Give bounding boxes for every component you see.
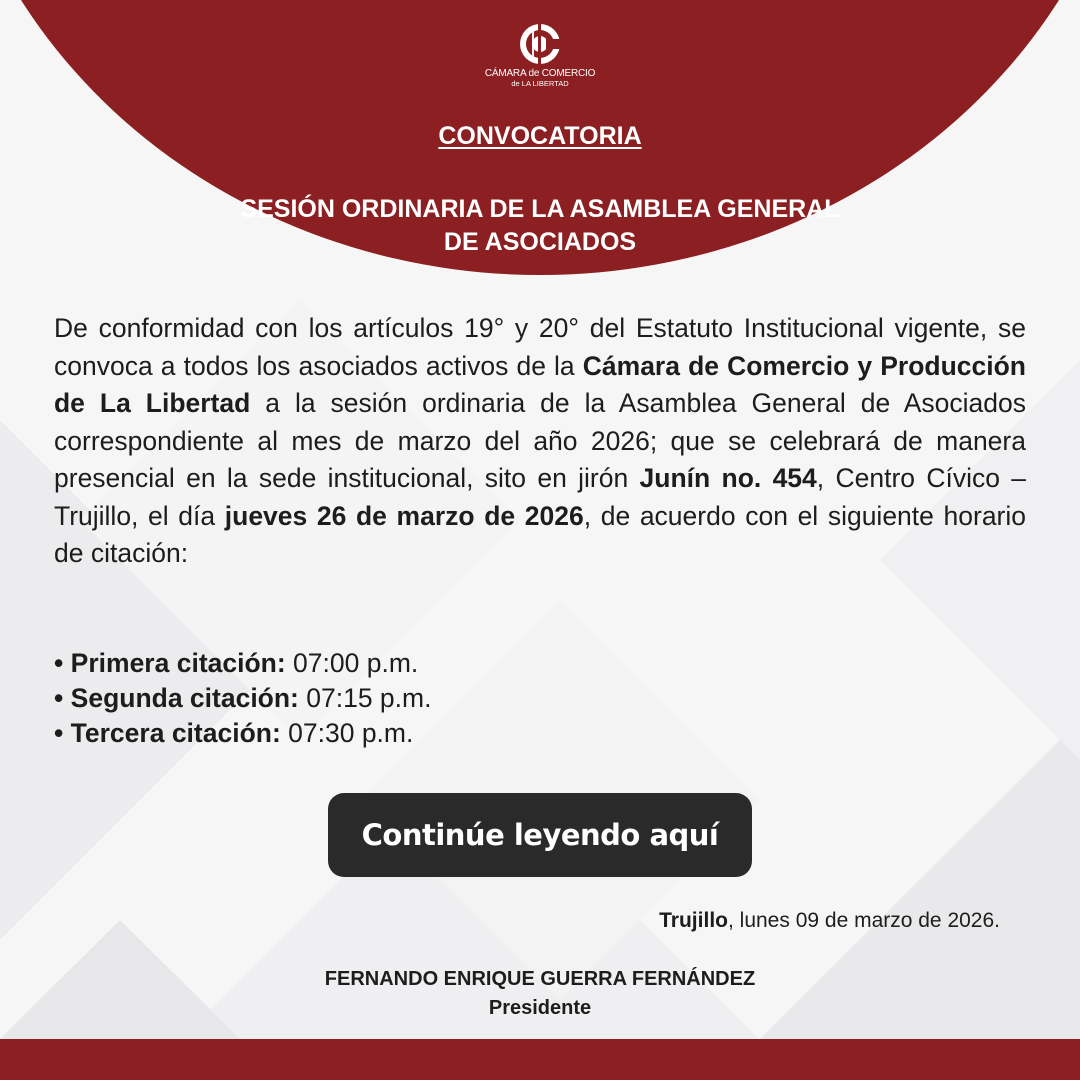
body-paragraph (54, 310, 1026, 573)
signatory-role: Presidente (488, 997, 592, 1019)
continue-reading-button[interactable]: Continúe leyendo aquí (328, 793, 752, 877)
document-title (100, 193, 980, 259)
schedule-label: Tercera citación: (70, 718, 281, 748)
document-title-line1: SESIÓN ORDINARIA DE LA ASAMBLEA GENERAL (240, 195, 840, 223)
schedule-time: 07:00 p.m. (285, 648, 419, 678)
chamber-logo-icon (518, 22, 562, 66)
brand-name-line1: CÁMARA de COMERCIO (484, 68, 596, 79)
bullet: • (54, 648, 64, 678)
brand-name-line2: de LA LIBERTAD (511, 79, 569, 88)
body-text-2: a la sesión ordinaria de la Asamblea General de Asociados correspondiente al mes de marzo del año 2026; que se celebrará de manera presencial en la sede institucional, sito en jirón (54, 388, 1026, 493)
signatory-name: FERNANDO ENRIQUE GUERRA FERNÁNDEZ (324, 968, 756, 990)
schedule-item (54, 646, 431, 681)
venue-address: Junín no. 454 (639, 463, 817, 493)
schedule-label: Primera citación: (70, 648, 286, 678)
bullet: • (54, 718, 64, 748)
schedule-list (54, 646, 431, 751)
session-date: jueves 26 de marzo de 2026 (224, 500, 584, 531)
organization-name: Cámara de Comercio y Producción de La Libertad (54, 350, 1026, 418)
brand-logo (470, 22, 610, 92)
schedule-item (54, 716, 431, 751)
document-title-line2: DE ASOCIADOS (443, 228, 637, 256)
city: Trujillo (659, 909, 728, 932)
body-text-3: , Centro Cívico – Trujillo, el día (54, 463, 1027, 531)
bullet: • (54, 683, 64, 713)
schedule-time: 07:15 p.m. (298, 683, 432, 713)
schedule-time: 07:30 p.m. (280, 718, 414, 748)
schedule-item (54, 681, 431, 716)
header (0, 0, 1080, 275)
schedule-label: Segunda citación: (70, 683, 299, 713)
date-line (500, 907, 1000, 935)
footer-bar (0, 1039, 1080, 1080)
body-text-4: , de acuerdo con el siguiente horario de citación: (54, 500, 1027, 568)
date-text: , lunes 09 de marzo de 2026. (727, 909, 1000, 932)
body-text-1: De conformidad con los artículos 19° y 20° del Estatuto Institucional vigente, se convoca a todos los asociados activos de la (54, 313, 1026, 381)
document-type-label: CONVOCATORIA (438, 122, 642, 150)
